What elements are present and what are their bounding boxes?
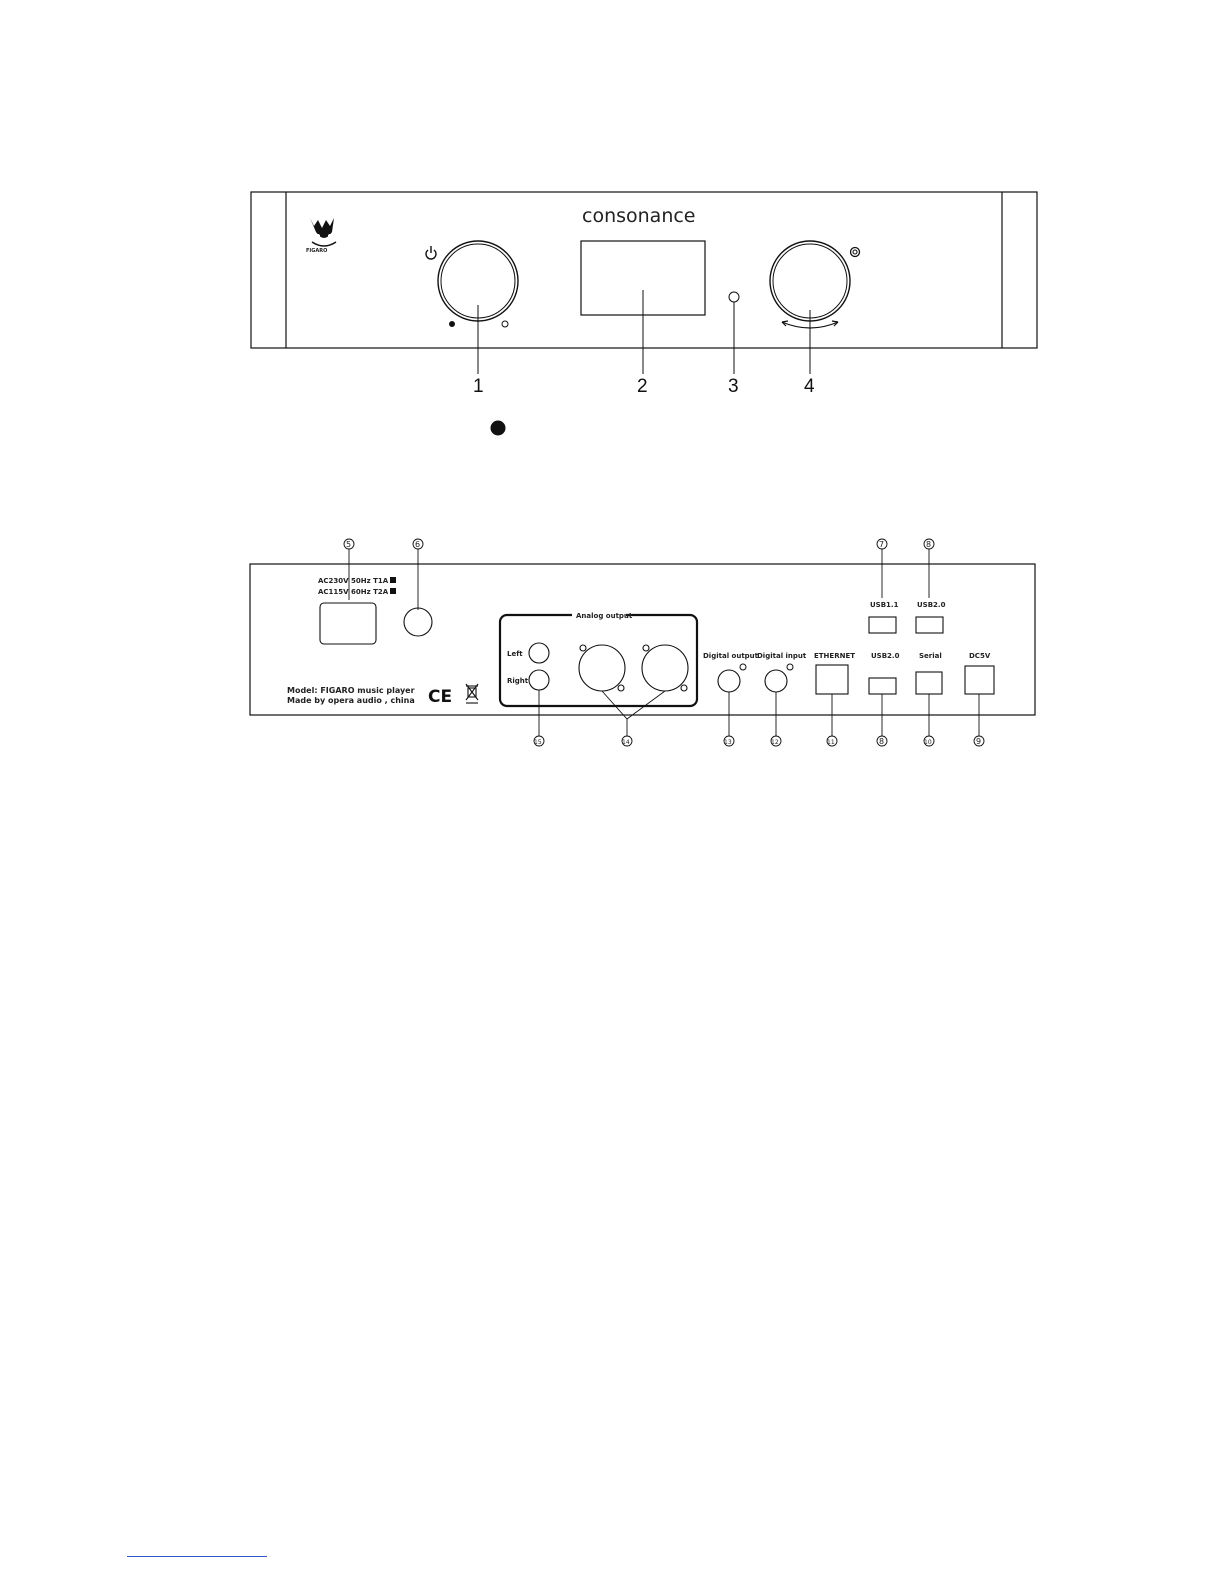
digital-input-label: Digital input xyxy=(757,652,807,660)
callout-4: 4 xyxy=(804,376,815,397)
logo-text: FIGARO xyxy=(306,248,328,254)
bullet-dot xyxy=(491,421,506,436)
rca-right-jack xyxy=(529,670,549,690)
fuse-line-230: AC230V 50Hz T1A xyxy=(318,577,389,585)
ethernet-label: ETHERNET xyxy=(814,652,856,660)
weee-bin-icon xyxy=(466,684,478,703)
ce-mark: CE xyxy=(428,687,453,707)
power-icon xyxy=(426,246,436,259)
brand-name: consonance xyxy=(582,205,696,227)
fuse-selector-230 xyxy=(390,577,396,583)
model-text: Model: FIGARO music player xyxy=(287,686,415,695)
xlr-left-jack xyxy=(579,645,625,691)
digital-output-led xyxy=(740,664,746,670)
right-label: Right xyxy=(507,677,529,685)
analog-output-box xyxy=(500,615,697,706)
ir-sensor xyxy=(729,292,739,302)
callout-10: 10 xyxy=(924,739,932,746)
usb20-bottom-label: USB2.0 xyxy=(871,652,900,660)
dc5v-port xyxy=(965,666,994,694)
digital-input-led xyxy=(787,664,793,670)
fuse-line-115: AC115V 60Hz T2A xyxy=(318,588,389,596)
callout-13: 13 xyxy=(724,739,732,746)
callout-2: 2 xyxy=(637,376,648,397)
callout-6: 6 xyxy=(415,540,421,549)
digital-input-jack xyxy=(765,670,787,692)
usb20-bottom-port xyxy=(869,678,896,694)
fuse-holder xyxy=(404,608,432,636)
select-button-icon xyxy=(851,248,860,257)
left-label: Left xyxy=(507,650,523,658)
callout-1: 1 xyxy=(473,376,484,397)
xlr-right-jack xyxy=(642,645,688,691)
callout-9: 9 xyxy=(976,737,982,746)
rear-bottom-callout-lines xyxy=(534,690,984,746)
digital-output-label: Digital output xyxy=(703,652,759,660)
indicator-dot-empty xyxy=(502,321,508,327)
power-inlet xyxy=(320,603,376,644)
serial-port xyxy=(916,672,942,694)
callout-8-bottom: 8 xyxy=(879,737,885,746)
made-by-text: Made by opera audio , china xyxy=(287,696,415,705)
callout-15: 15 xyxy=(534,739,542,746)
volume-knob[interactable] xyxy=(770,241,850,321)
callout-3: 3 xyxy=(728,376,739,397)
fuse-selector-115 xyxy=(390,588,396,594)
callout-7: 7 xyxy=(879,540,885,549)
dc5v-label: DC5V xyxy=(969,652,991,660)
footer-link-underline[interactable] xyxy=(127,1556,267,1557)
rear-top-callouts xyxy=(344,539,934,610)
callout-5: 5 xyxy=(346,540,352,549)
figaro-logo-icon xyxy=(306,218,336,254)
usb11-label: USB1.1 xyxy=(870,601,899,609)
callout-12: 12 xyxy=(771,739,779,746)
analog-output-label: Analog output xyxy=(576,612,633,620)
callout-11: 11 xyxy=(827,739,835,746)
callout-14: 14 xyxy=(622,739,630,746)
callout-8-top: 8 xyxy=(926,540,932,549)
rca-left-jack xyxy=(529,643,549,663)
serial-label: Serial xyxy=(919,652,942,660)
indicator-dot-filled xyxy=(449,321,455,327)
usb20-top-port xyxy=(916,617,943,633)
usb20-top-label: USB2.0 xyxy=(917,601,946,609)
front-callout-lines xyxy=(478,290,810,374)
usb11-port xyxy=(869,617,896,633)
ethernet-port xyxy=(816,665,848,694)
digital-output-jack xyxy=(718,670,740,692)
